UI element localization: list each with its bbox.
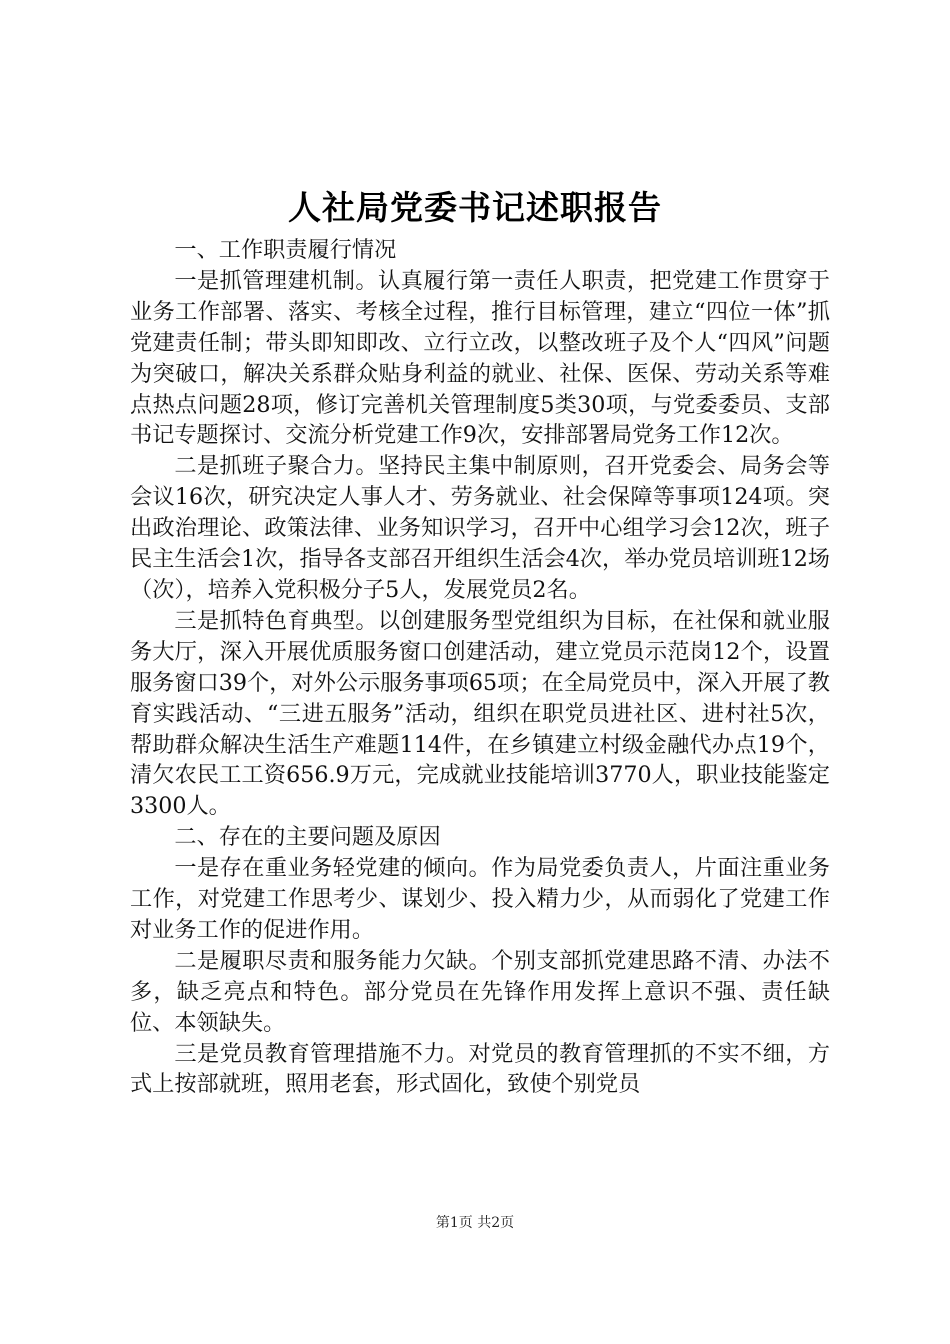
page-footer: 第1页 共2页	[435, 1215, 515, 1231]
paragraph-4: 一是存在重业务轻党建的倾向。作为局党委负责人，片面注重业务工作，对党建工作思考少、谋划少、投入精力少，从而弱化了党建工作对业务工作的促进作用。	[130, 855, 830, 943]
paragraph-2: 二是抓班子聚合力。坚持民主集中制原则，召开党委会、局务会等会议16次，研究决定人事人才、劳务就业、社会保障等事项124项。突出政治理论、政策法律、业务知识学习，召开中心组学习会12次，班子民主生活会1次，指导各支部召开组织生活会4次，举办党员培训班12场（次），培养入党积极分子5人，发展党员2名。	[130, 453, 830, 603]
paragraph-5: 二是履职尽责和服务能力欠缺。个别支部抓党建思路不清、办法不多，缺乏亮点和特色。部分党员在先锋作用发挥上意识不强、责任缺位、本领缺失。	[130, 947, 830, 1036]
document-body	[130, 235, 830, 1100]
section-heading-1: 一、工作职责履行情况	[174, 237, 397, 263]
document-title: 人社局党委书记述职报告	[288, 188, 662, 227]
paragraph-1: 一是抓管理建机制。认真履行第一责任人职责，把党建工作贯穿于业务工作部署、落实、考核全过程，推行目标管理，建立“四位一体”抓党建责任制；带头即知即改、立行立改，以整改班子及个人“四风”问题为突破口，解决关系群众贴身利益的就业、社保、医保、劳动关系等难点热点问题28项，修订完善机关管理制度5类30项，与党委委员、支部书记专题探讨、交流分析党建工作9次，安排部署局党务工作12次。	[130, 267, 830, 449]
section-heading-2: 二、存在的主要问题及原因	[174, 824, 441, 851]
paragraph-3: 三是抓特色育典型。以创建服务型党组织为目标，在社保和就业服务大厅，深入开展优质服务窗口创建活动，建立党员示范岗12个，设置服务窗口39个，对外公示服务事项65项；在全局党员中，深入开展了教育实践活动、“三进五服务”活动，组织在职党员进社区、进村社5次，帮助群众解决生活生产难题114件，在乡镇建立村级金融代办点19个，清欠农民工工资656.9万元，完成就业技能培训3770人，职业技能鉴定3300人。	[130, 607, 830, 820]
paragraph-6: 三是党员教育管理措施不力。对党员的教育管理抓的不实不细，方式上按部就班，照用老套，形式固化，致使个别党员	[130, 1040, 830, 1098]
